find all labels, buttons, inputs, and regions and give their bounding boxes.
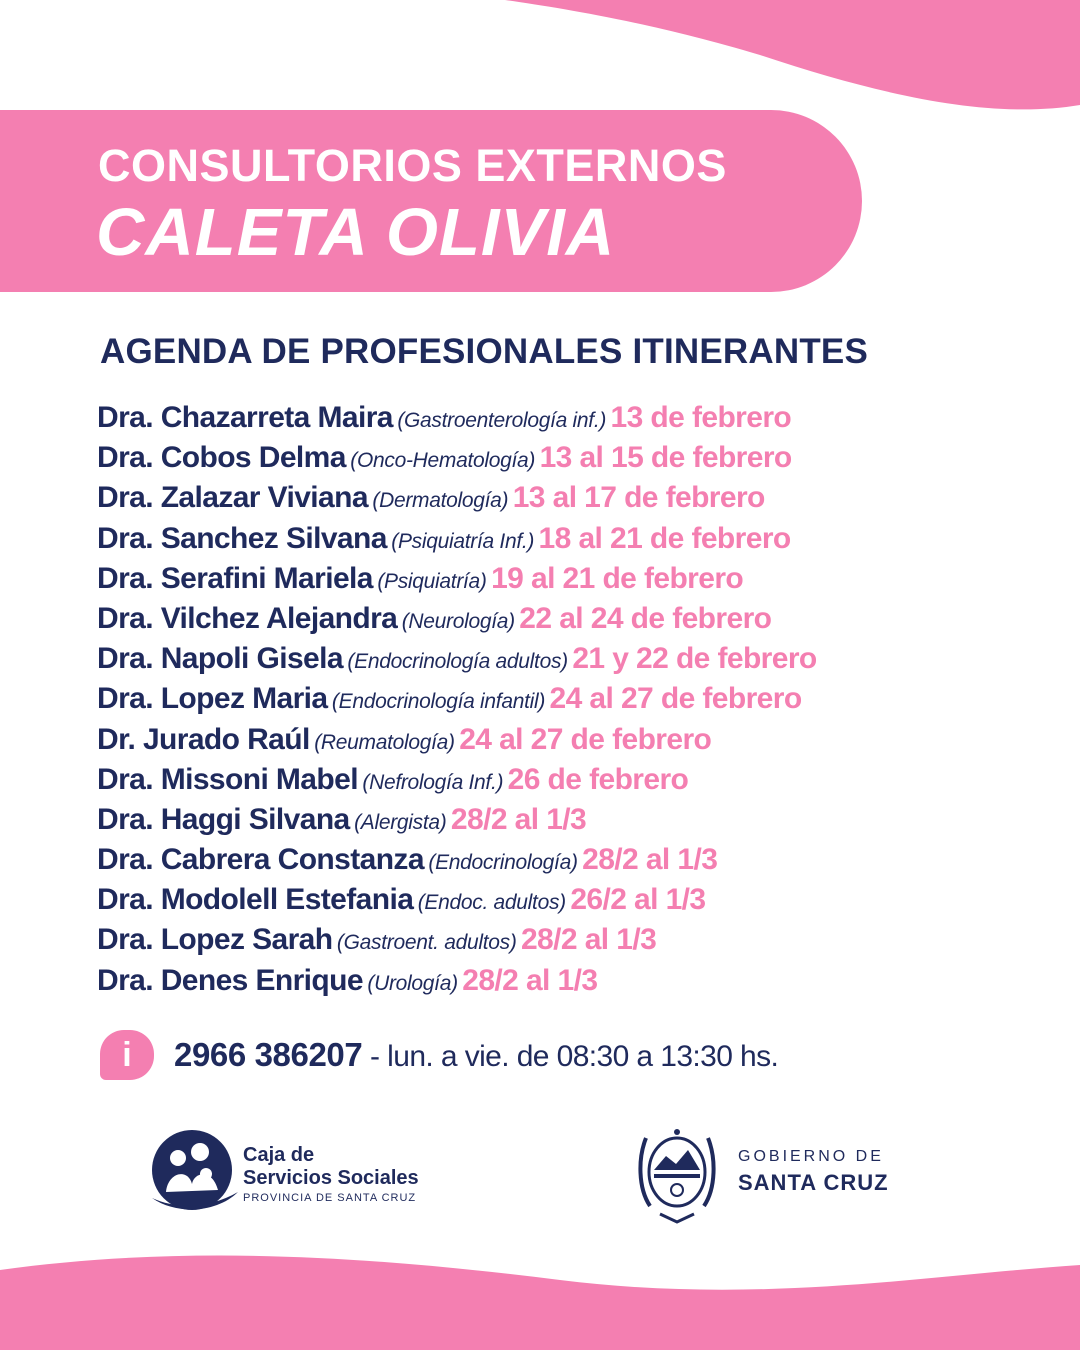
list-item — [97, 599, 1057, 639]
visit-dates: 24 al 27 de febrero — [549, 682, 802, 716]
list-item — [97, 961, 1057, 1001]
specialty: (Endocrinología infantil) — [331, 690, 546, 714]
specialty: (Dermatología) — [372, 489, 509, 513]
visit-dates: 28/2 al 1/3 — [450, 802, 587, 836]
list-item — [97, 639, 1057, 679]
specialty: (Psiquiatría Inf.) — [391, 529, 535, 553]
visit-dates: 13 al 17 de febrero — [512, 481, 765, 515]
doctor-name: Dra. Haggi Silvana — [97, 802, 350, 836]
doctor-name: Dra. Missoni Mabel — [97, 762, 358, 796]
agenda-subtitle: AGENDA DE PROFESIONALES ITINERANTES — [100, 332, 868, 371]
visit-dates: 13 al 15 de febrero — [539, 441, 792, 475]
list-item — [97, 920, 1057, 960]
list-item — [97, 760, 1057, 800]
list-item — [97, 519, 1057, 559]
office-hours: - lun. a vie. de 08:30 a 13:30 hs. — [362, 1040, 779, 1073]
list-item — [97, 398, 1057, 438]
visit-dates: 28/2 al 1/3 — [520, 923, 657, 957]
caja-line3: PROVINCIA DE SANTA CRUZ — [243, 1192, 417, 1204]
caja-servicios-sociales-logo — [148, 1122, 458, 1212]
gobierno-line2: SANTA CRUZ — [738, 1170, 889, 1195]
visit-dates: 26/2 al 1/3 — [570, 883, 706, 917]
contact-line — [174, 1030, 778, 1087]
phone-number[interactable]: 2966 386207 — [174, 1036, 363, 1073]
doctor-name: Dra. Vilchez Alejandra — [97, 601, 398, 635]
doctor-name: Dra. Lopez Maria — [97, 682, 328, 716]
specialty: (Urología) — [367, 971, 458, 995]
visit-dates: 28/2 al 1/3 — [582, 843, 718, 877]
specialty: (Endocrinología) — [428, 851, 578, 875]
banner-city: CALETA OLIVIA — [96, 195, 616, 270]
visit-dates: 21 y 22 de febrero — [572, 642, 817, 676]
banner-title: CONSULTORIOS EXTERNOS — [98, 140, 727, 191]
list-item — [97, 679, 1057, 719]
specialty: (Reumatología) — [314, 730, 455, 754]
doctor-name: Dra. Sanchez Silvana — [97, 521, 387, 555]
top-wave-decoration — [0, 0, 1080, 120]
specialty: (Endoc. adultos) — [417, 891, 566, 915]
provincial-seal-icon — [636, 1118, 718, 1228]
visit-dates: 13 de febrero — [610, 401, 792, 434]
doctor-name: Dra. Lopez Sarah — [97, 923, 333, 957]
specialty: (Gastroenterología inf.) — [397, 409, 607, 432]
visit-dates: 28/2 al 1/3 — [462, 963, 598, 997]
doctor-name: Dra. Zalazar Viviana — [97, 481, 368, 515]
doctor-name: Dra. Cobos Delma — [97, 441, 346, 475]
family-logo-icon — [148, 1128, 240, 1212]
specialty: (Neurología) — [401, 609, 515, 633]
visit-dates: 19 al 21 de febrero — [491, 561, 744, 595]
gobierno-santa-cruz-logo — [636, 1118, 926, 1228]
list-item — [97, 880, 1057, 920]
doctor-name: Dra. Modolell Estefania — [97, 883, 414, 917]
visit-dates: 18 al 21 de febrero — [538, 521, 791, 555]
caja-line1: Caja de — [243, 1144, 315, 1166]
info-icon: i — [100, 1030, 154, 1080]
doctor-name: Dra. Cabrera Constanza — [97, 843, 424, 877]
doctor-name: Dra. Napoli Gisela — [97, 642, 343, 676]
visit-dates: 26 de febrero — [507, 762, 689, 796]
list-item — [97, 559, 1057, 599]
specialty: (Onco-Hematología) — [350, 449, 536, 473]
gobierno-line1: GOBIERNO DE — [738, 1148, 884, 1165]
specialty: (Psiquiatría) — [377, 569, 487, 593]
visit-dates: 24 al 27 de febrero — [459, 722, 712, 756]
caja-line2: Servicios Sociales — [243, 1167, 419, 1189]
specialty: (Alergista) — [354, 810, 447, 834]
visit-dates: 22 al 24 de febrero — [519, 601, 772, 635]
doctor-name: Dra. Serafini Mariela — [97, 561, 373, 595]
specialty: (Endocrinología adultos) — [347, 650, 568, 674]
doctor-name: Dra. Chazarreta Maira — [97, 401, 393, 434]
professionals-list — [97, 398, 1057, 1001]
list-item — [97, 720, 1057, 760]
doctor-name: Dra. Denes Enrique — [97, 963, 363, 997]
list-item — [97, 438, 1057, 478]
list-item — [97, 800, 1057, 840]
specialty: (Gastroent. adultos) — [336, 931, 517, 955]
specialty: (Nefrología Inf.) — [362, 770, 504, 794]
bottom-wave-decoration — [0, 1240, 1080, 1350]
list-item — [97, 478, 1057, 518]
doctor-name: Dr. Jurado Raúl — [97, 722, 310, 756]
list-item — [97, 840, 1057, 880]
